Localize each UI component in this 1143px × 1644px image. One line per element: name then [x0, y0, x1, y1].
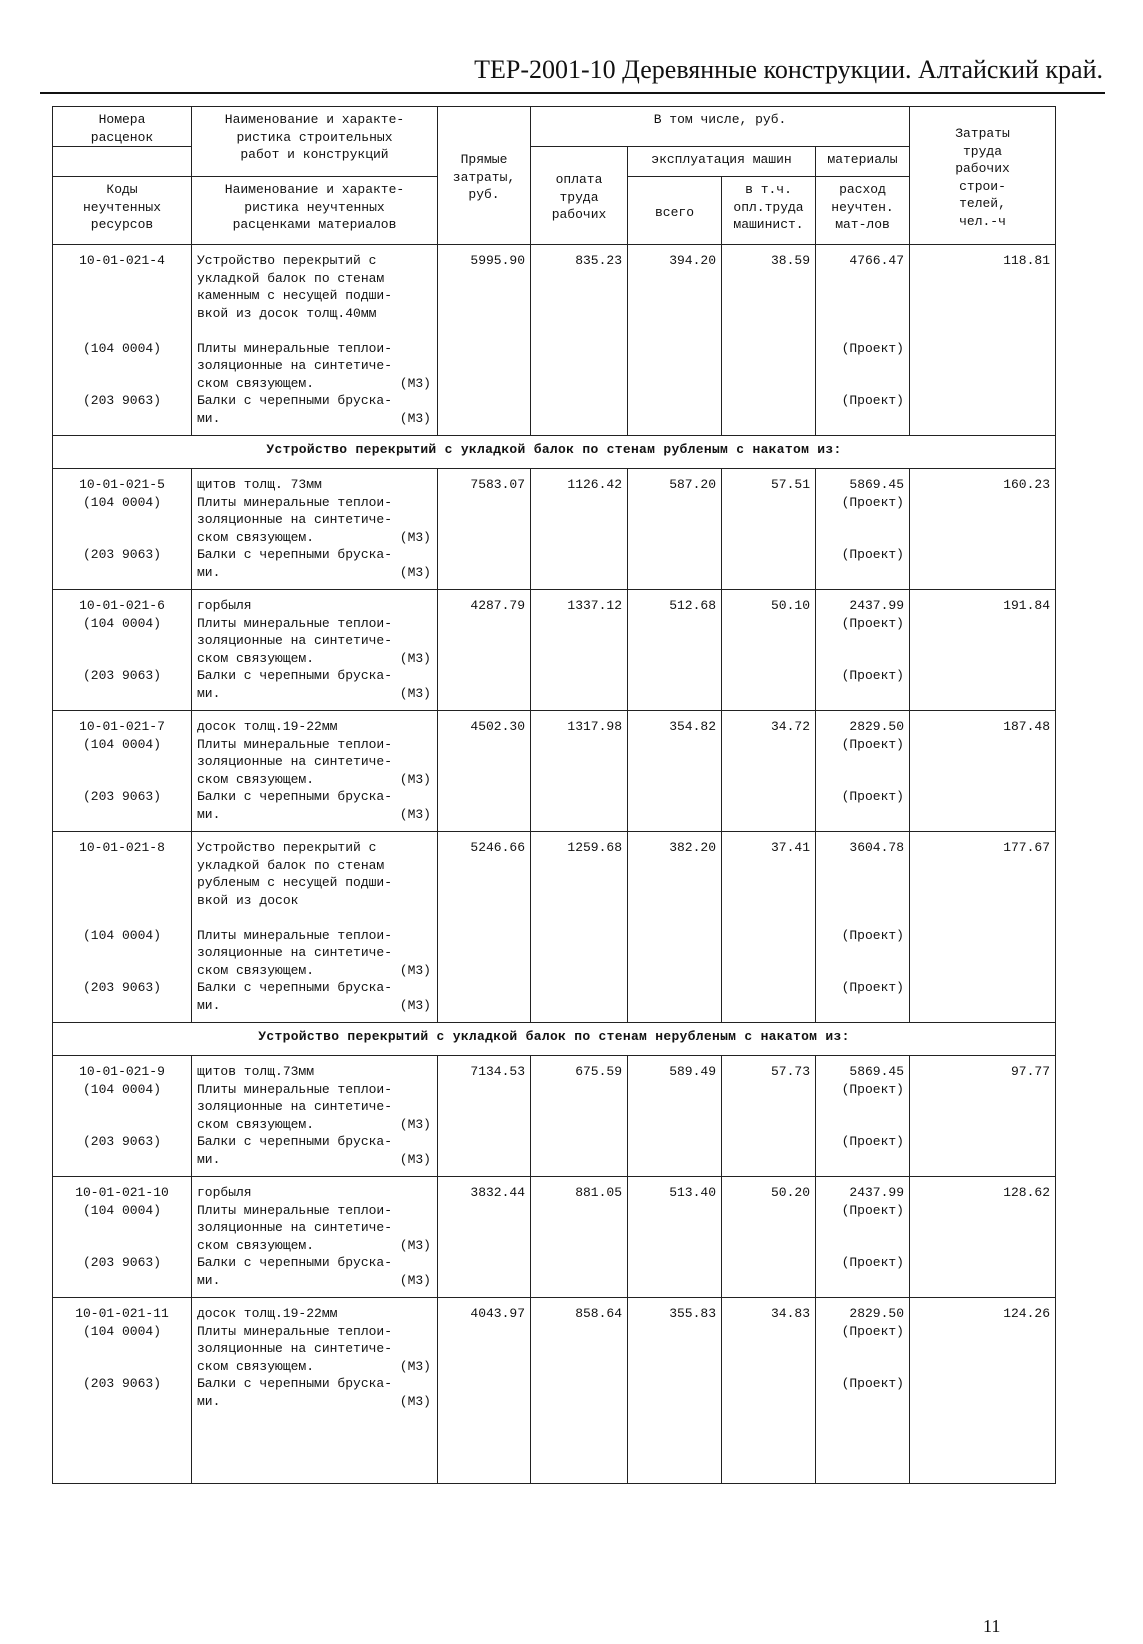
resource-name-text: ми. — [197, 685, 221, 701]
resource-name-line: Балки с черепными бруска- — [197, 1134, 393, 1149]
resource-name-line: Балки с черепными бруска- — [197, 980, 393, 995]
name-cell — [192, 1056, 438, 1177]
resource-name-text: ском связующем. — [197, 1358, 315, 1374]
direct-cost-value: 4502.30 — [438, 711, 531, 832]
labor-value: 177.67 — [910, 832, 1056, 1023]
resource-name-line: Плиты минеральные теплои- — [197, 1202, 393, 1218]
machines-total-value: 382.20 — [628, 832, 722, 1023]
resource-name-line: золяционные на синтетиче- — [197, 754, 393, 769]
materials-value: 2437.99 — [849, 1185, 904, 1200]
resource-name-line — [197, 1393, 431, 1411]
materials-value: 2437.99 — [849, 598, 904, 613]
unit-label: (М3) — [399, 1116, 431, 1132]
work-name-line: Устройство перекрытий с — [197, 840, 377, 855]
name-cell — [192, 832, 438, 1023]
unit-label: (М3) — [399, 1272, 431, 1288]
rate-code: 10-01-021-11 — [75, 1306, 169, 1321]
work-name-line: рубленым с несущей подши- — [197, 875, 393, 890]
resource-name-line: Плиты минеральные теплои- — [197, 494, 393, 510]
header-incl: В том числе, руб. — [531, 107, 910, 147]
resource-name-text: ском связующем. — [197, 529, 315, 545]
name-cell — [192, 1298, 438, 1484]
material-project-value: (Проект) — [841, 393, 904, 408]
name-cell — [192, 245, 438, 436]
material-project-value: (Проект) — [841, 736, 904, 752]
unit-label: (М3) — [399, 529, 431, 545]
header-direct-costs: Прямые затраты, руб. — [438, 107, 531, 245]
unit-label: (М3) — [399, 375, 431, 391]
material-project-value: (Проект) — [841, 1202, 904, 1218]
unit-label: (М3) — [399, 564, 431, 580]
resource-name-line — [197, 564, 431, 582]
labor-value: 124.26 — [910, 1298, 1056, 1484]
resource-name-text: ском связующем. — [197, 1116, 315, 1132]
work-name-line: досок толщ.19-22мм — [197, 719, 338, 734]
wages-value: 1126.42 — [531, 469, 628, 590]
resource-name-line: золяционные на синтетиче- — [197, 358, 393, 373]
resource-name-text: ском связующем. — [197, 650, 315, 666]
machines-total-value: 354.82 — [628, 711, 722, 832]
material-project-value: (Проект) — [841, 927, 904, 943]
labor-value: 128.62 — [910, 1177, 1056, 1298]
direct-cost-value: 5246.66 — [438, 832, 531, 1023]
material-project-value: (Проект) — [841, 547, 904, 562]
work-name-line: каменным с несущей подши- — [197, 288, 393, 303]
direct-cost-value: 5995.90 — [438, 245, 531, 436]
machines-total-value: 394.20 — [628, 245, 722, 436]
material-project-value: (Проект) — [841, 1255, 904, 1270]
work-name-line: вкой из досок толщ.40мм — [197, 305, 377, 321]
name-cell — [192, 1177, 438, 1298]
rate-row — [53, 245, 1056, 436]
resource-code: (203 9063) — [82, 547, 161, 562]
resource-code: (203 9063) — [82, 668, 161, 683]
rate-row — [53, 590, 1056, 711]
rate-row — [53, 1177, 1056, 1298]
unit-label: (М3) — [399, 410, 431, 426]
rate-code: 10-01-021-4 — [79, 253, 165, 268]
resource-name-line: золяционные на синтетиче- — [197, 1341, 393, 1356]
material-project-value: (Проект) — [841, 980, 904, 995]
wages-value: 858.64 — [531, 1298, 628, 1484]
rate-row — [53, 1298, 1056, 1484]
materials-cell — [816, 1298, 910, 1484]
wages-value: 835.23 — [531, 245, 628, 436]
resource-name-line: Балки с черепными бруска- — [197, 1255, 393, 1270]
rate-row — [53, 1056, 1056, 1177]
rate-code: 10-01-021-6 — [79, 598, 165, 613]
resource-name-line: Плиты минеральные теплои- — [197, 736, 393, 752]
operator-wages-value: 57.51 — [722, 469, 816, 590]
machines-total-value: 513.40 — [628, 1177, 722, 1298]
material-project-value: (Проект) — [841, 1081, 904, 1097]
operator-wages-value: 50.20 — [722, 1177, 816, 1298]
resource-name-text: ми. — [197, 1393, 221, 1409]
rate-code: 10-01-021-10 — [75, 1185, 169, 1200]
resource-name-line — [197, 806, 431, 824]
labor-value: 160.23 — [910, 469, 1056, 590]
header-name-unaccounted: Наименование и характе- ристика неучтенных расценками материалов — [192, 177, 438, 245]
resource-name-line: золяционные на синтетиче- — [197, 945, 393, 960]
machines-total-value: 355.83 — [628, 1298, 722, 1484]
material-project-value: (Проект) — [841, 494, 904, 510]
page-title: ТЕР-2001-10 Деревянные конструкции. Алтайский край. — [474, 55, 1103, 84]
resource-name-text: ском связующем. — [197, 771, 315, 787]
materials-cell — [816, 469, 910, 590]
labor-value: 118.81 — [910, 245, 1056, 436]
resource-name-text: ми. — [197, 410, 221, 426]
material-project-value: (Проект) — [841, 340, 904, 356]
rate-code: 10-01-021-5 — [79, 477, 165, 492]
header-total: всего — [628, 177, 722, 245]
section-heading: Устройство перекрытий с укладкой балок по стенам рубленым с накатом из: — [53, 436, 1056, 469]
name-cell — [192, 469, 438, 590]
rates-table — [52, 106, 1056, 1484]
resource-name-text: ми. — [197, 564, 221, 580]
resource-code: (203 9063) — [82, 980, 161, 995]
header-name-characteristics: Наименование и характе- ристика строительных работ и конструкций — [192, 107, 438, 177]
resource-name-line — [197, 962, 431, 980]
code-cell — [53, 711, 192, 832]
resource-name-text: ском связующем. — [197, 1237, 315, 1253]
machines-total-value: 589.49 — [628, 1056, 722, 1177]
wages-value: 675.59 — [531, 1056, 628, 1177]
unit-label: (М3) — [399, 1358, 431, 1374]
unit-label: (М3) — [399, 1237, 431, 1253]
resource-name-line: золяционные на синтетиче- — [197, 512, 393, 527]
header-wages: оплата труда рабочих — [531, 147, 628, 245]
resource-name-line — [197, 410, 431, 428]
resource-code: (203 9063) — [82, 1134, 161, 1149]
resource-name-text: ми. — [197, 997, 221, 1013]
resource-name-line — [197, 771, 431, 789]
direct-cost-value: 7134.53 — [438, 1056, 531, 1177]
work-name-line: горбыля — [197, 598, 252, 613]
name-cell — [192, 590, 438, 711]
resource-name-line: Балки с черепными бруска- — [197, 1376, 393, 1391]
materials-cell — [816, 711, 910, 832]
header-mat-consumption: расход неучтен. мат-лов — [816, 177, 910, 245]
resource-code: (104 0004) — [82, 340, 161, 356]
resource-name-line — [197, 375, 431, 393]
resource-code: (203 9063) — [82, 393, 161, 408]
resource-name-line: золяционные на синтетиче- — [197, 1220, 393, 1235]
rate-code: 10-01-021-9 — [79, 1064, 165, 1079]
labor-value: 191.84 — [910, 590, 1056, 711]
resource-name-line: золяционные на синтетиче- — [197, 1099, 393, 1114]
resource-name-line: золяционные на синтетиче- — [197, 633, 393, 648]
resource-name-line: Плиты минеральные теплои- — [197, 1081, 393, 1097]
unit-label: (М3) — [399, 771, 431, 787]
resource-name-line — [197, 685, 431, 703]
header-spacer — [53, 147, 192, 177]
work-name-line: щитов толщ.73мм — [197, 1064, 315, 1079]
material-project-value: (Проект) — [841, 789, 904, 804]
resource-code: (104 0004) — [82, 615, 161, 631]
machines-total-value: 512.68 — [628, 590, 722, 711]
resource-name-line: Балки с черепными бруска- — [197, 547, 393, 562]
material-project-value: (Проект) — [841, 615, 904, 631]
operator-wages-value: 38.59 — [722, 245, 816, 436]
unit-label: (М3) — [399, 997, 431, 1013]
direct-cost-value: 7583.07 — [438, 469, 531, 590]
work-name-line: досок толщ.19-22мм — [197, 1306, 338, 1321]
section-heading-row — [53, 1023, 1056, 1056]
resource-code: (104 0004) — [82, 927, 161, 943]
materials-cell — [816, 1056, 910, 1177]
material-project-value: (Проект) — [841, 1323, 904, 1339]
rate-row — [53, 711, 1056, 832]
resource-code: (203 9063) — [82, 789, 161, 804]
materials-value: 2829.50 — [849, 719, 904, 734]
materials-cell — [816, 590, 910, 711]
operator-wages-value: 37.41 — [722, 832, 816, 1023]
resource-code: (104 0004) — [82, 736, 161, 752]
materials-value: 3604.78 — [849, 840, 904, 855]
resource-name-line — [197, 1358, 431, 1376]
material-project-value: (Проект) — [841, 1376, 904, 1391]
resource-name-text: ми. — [197, 1151, 221, 1167]
direct-cost-value: 3832.44 — [438, 1177, 531, 1298]
operator-wages-value: 57.73 — [722, 1056, 816, 1177]
resource-name-text: ском связующем. — [197, 962, 315, 978]
resource-name-line: Балки с черепными бруска- — [197, 393, 393, 408]
materials-value: 2829.50 — [849, 1306, 904, 1321]
operator-wages-value: 34.83 — [722, 1298, 816, 1484]
rate-code: 10-01-021-8 — [79, 840, 165, 855]
resource-code: (104 0004) — [82, 1202, 161, 1218]
materials-cell — [816, 832, 910, 1023]
resource-name-line — [197, 1237, 431, 1255]
material-project-value: (Проект) — [841, 1134, 904, 1149]
header-incl-operator: в т.ч. опл.труда машинист. — [722, 177, 816, 245]
page-number: 11 — [983, 1616, 1001, 1636]
section-heading-row — [53, 436, 1056, 469]
code-cell — [53, 469, 192, 590]
work-name-line: укладкой балок по стенам — [197, 270, 385, 286]
materials-value: 4766.47 — [849, 253, 904, 268]
rate-row — [53, 832, 1056, 1023]
rate-row — [53, 469, 1056, 590]
wages-value: 1259.68 — [531, 832, 628, 1023]
resource-code: (203 9063) — [82, 1255, 161, 1270]
name-cell — [192, 711, 438, 832]
header-rate-numbers: Номера расценок — [53, 107, 192, 147]
unit-label: (М3) — [399, 962, 431, 978]
resource-name-line — [197, 650, 431, 668]
resource-name-line: Балки с черепными бруска- — [197, 789, 393, 804]
section-heading: Устройство перекрытий с укладкой балок по стенам нерубленым с накатом из: — [53, 1023, 1056, 1056]
wages-value: 881.05 — [531, 1177, 628, 1298]
resource-name-line: Плиты минеральные теплои- — [197, 927, 393, 943]
code-cell — [53, 1056, 192, 1177]
machines-total-value: 587.20 — [628, 469, 722, 590]
operator-wages-value: 50.10 — [722, 590, 816, 711]
code-cell — [53, 1177, 192, 1298]
materials-value: 5869.45 — [849, 1064, 904, 1079]
labor-value: 187.48 — [910, 711, 1056, 832]
unit-label: (М3) — [399, 1151, 431, 1167]
wages-value: 1317.98 — [531, 711, 628, 832]
material-project-value: (Проект) — [841, 668, 904, 683]
work-name-line: Устройство перекрытий с — [197, 253, 377, 268]
resource-code: (203 9063) — [82, 1376, 161, 1391]
code-cell — [53, 832, 192, 1023]
work-name-line: горбыля — [197, 1185, 252, 1200]
wages-value: 1337.12 — [531, 590, 628, 711]
header-resource-codes: Коды неучтенных ресурсов — [53, 177, 192, 245]
resource-name-text: ском связующем. — [197, 375, 315, 391]
operator-wages-value: 34.72 — [722, 711, 816, 832]
work-name-line: щитов толщ. 73мм — [197, 477, 322, 492]
title-rule — [40, 92, 1105, 94]
direct-cost-value: 4043.97 — [438, 1298, 531, 1484]
resource-name-line — [197, 997, 431, 1015]
work-name-line: вкой из досок — [197, 892, 299, 908]
unit-label: (М3) — [399, 806, 431, 822]
code-cell — [53, 1298, 192, 1484]
materials-cell — [816, 245, 910, 436]
resource-name-line: Плиты минеральные теплои- — [197, 340, 393, 356]
header-materials: материалы — [816, 147, 910, 177]
resource-name-line: Плиты минеральные теплои- — [197, 1323, 393, 1339]
resource-code: (104 0004) — [82, 1081, 161, 1097]
work-name-line: укладкой балок по стенам — [197, 857, 385, 873]
resource-name-line — [197, 1151, 431, 1169]
resource-name-line — [197, 1116, 431, 1134]
direct-cost-value: 4287.79 — [438, 590, 531, 711]
labor-value: 97.77 — [910, 1056, 1056, 1177]
resource-name-line: Балки с черепными бруска- — [197, 668, 393, 683]
resource-name-line — [197, 529, 431, 547]
resource-name-line: Плиты минеральные теплои- — [197, 615, 393, 631]
code-cell — [53, 590, 192, 711]
resource-code: (104 0004) — [82, 1323, 161, 1339]
resource-code: (104 0004) — [82, 494, 161, 510]
header-labor: Затраты труда рабочих строи- телей, чел.-ч — [910, 107, 1056, 245]
code-cell — [53, 245, 192, 436]
header-machines: эксплуатация машин — [628, 147, 816, 177]
rate-code: 10-01-021-7 — [79, 719, 165, 734]
resource-name-text: ми. — [197, 806, 221, 822]
unit-label: (М3) — [399, 650, 431, 666]
unit-label: (М3) — [399, 685, 431, 701]
resource-name-line — [197, 1272, 431, 1290]
resource-name-text: ми. — [197, 1272, 221, 1288]
unit-label: (М3) — [399, 1393, 431, 1409]
materials-value: 5869.45 — [849, 477, 904, 492]
materials-cell — [816, 1177, 910, 1298]
